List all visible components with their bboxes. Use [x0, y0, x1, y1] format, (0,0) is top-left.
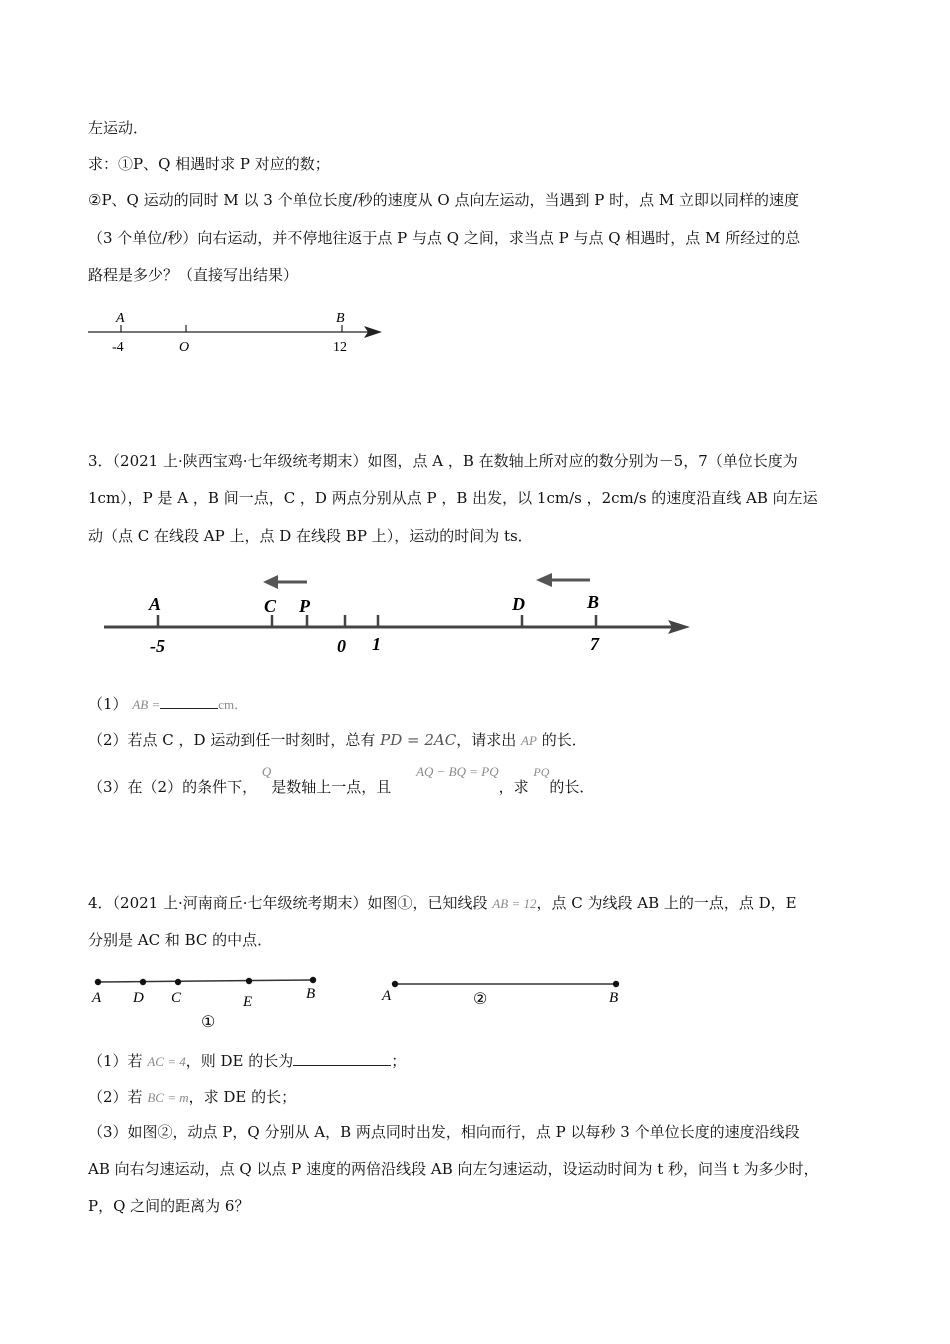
p3-q3-text-d: 的长． [549, 778, 595, 796]
p4-q1-text-a: （1）若 [88, 1052, 143, 1070]
p3-value-a: -5 [150, 636, 165, 656]
p3-value-b: 7 [590, 634, 599, 654]
p3-q3-text-c: ，求 [498, 778, 529, 796]
p3-value-one: 1 [372, 634, 381, 654]
p4-q1-ac: AC = 4 [147, 1054, 186, 1069]
p4-line-1-a: 4．（2021 上·河南商丘·七年级统考期末）如图①，已知线段 [88, 894, 488, 912]
p4-q2-bc: BC = m [147, 1090, 189, 1105]
p4-f1-label-a: A [92, 990, 102, 1006]
p3-q2-equation: PD = 2AC [380, 731, 457, 749]
p3-value-zero: 0 [337, 636, 346, 656]
p2-line-5: 路程是多少？（直接写出结果） [88, 266, 299, 284]
p4-f1-label-d: D [133, 990, 144, 1006]
p4-line-1-ab: AB = 12 [492, 896, 537, 911]
p3-q3-text-a: （3）在（2）的条件下， [88, 778, 258, 796]
p4-q1-text-d: ； [391, 1052, 407, 1070]
p4-line-1-c: ，点 C 为线段 AB 上的一点，点 D，E [536, 894, 797, 912]
p3-q2-ap: AP [521, 733, 537, 748]
p4-figure-1 [95, 977, 316, 985]
p4-question-3-line-3: P，Q 之间的距离为 6？ [88, 1197, 250, 1215]
p4-f2-caption: ② [473, 991, 488, 1008]
p4-question-3-line-2: AB 向右匀速运动，点 Q 以点 P 速度的两倍沿线段 AB 向左匀速运动，设运动时间为 t 秒，问当 t 为多少时， [88, 1160, 819, 1178]
p3-q2-text-a: （2）若点 C ，D 运动到任一时刻时，总有 [88, 731, 376, 749]
p2-label-a: A [116, 311, 125, 326]
p2-label-b: B [336, 311, 345, 326]
p3-label-a: A [149, 594, 162, 614]
p3-q1-ab: AB = [132, 697, 161, 712]
p2-label-o: O [179, 340, 190, 355]
p4-q1-blank[interactable] [293, 1051, 391, 1066]
p3-label-p: P [299, 596, 310, 616]
p2-line-1: 左运动． [88, 119, 149, 137]
p4-question-3-line-1: （3）如图②，动点 P，Q 分别从 A，B 两点同时出发，相向而行，点 P 以每秒 3 个单位长度的速度沿线段 [88, 1123, 800, 1141]
p4-q1-text-c: ，则 DE 的长为 [185, 1052, 294, 1070]
p3-q3-pq: PQ [533, 765, 550, 779]
p3-line-3: 动（点 C 在线段 AP 上，点 D 在线段 BP 上），运动的时间为 ts． [88, 527, 533, 545]
p2-line-4: （3 个单位/秒）向右运动，并不停地往返于点 P 与点 Q 之间，求当点 P 与点 Q 相遇时，点 M 所经过的总 [88, 229, 801, 247]
p4-line-2: 分别是 AC 和 BC 的中点． [88, 931, 273, 949]
p3-q3-equation: AQ − BQ = PQ [416, 764, 499, 779]
p4-q2-text-a: （2）若 [88, 1088, 143, 1106]
p2-value-a: -4 [112, 340, 124, 355]
p4-f1-label-e: E [243, 994, 253, 1010]
p4-f2-label-b: B [609, 990, 619, 1006]
p2-line-2: 求：①P、Q 相遇时求 P 对应的数； [88, 155, 330, 173]
p3-label-d: D [512, 594, 525, 614]
p3-label-b: B [587, 592, 600, 612]
p3-line-2: 1cm），P 是 A ，B 间一点，C ，D 两点分别从点 P ，B 出发，以 1cm/s ，2cm/s 的速度沿直线 AB 向左运 [88, 489, 818, 507]
p3-q3-q: Q [261, 764, 272, 779]
p4-f1-label-c: C [171, 990, 182, 1006]
p4-figure-2 [392, 981, 619, 987]
p4-question-2 [88, 1087, 296, 1108]
p3-q2-text-c: ，请求出 [456, 731, 517, 749]
p3-label-c: C [264, 596, 277, 616]
p4-question-1 [88, 1051, 406, 1072]
p3-line-1: 3．（2021 上·陕西宝鸡·七年级统考期末）如图，点 A ，B 在数轴上所对应的数分别为－5，7（单位长度为 [88, 452, 798, 470]
p3-q2-text-e: 的长． [541, 731, 587, 749]
p3-q1-unit: cm． [218, 697, 248, 712]
p4-f2-label-a: A [382, 988, 392, 1004]
p2-value-b: 12 [333, 340, 347, 355]
p4-f1-label-b: B [306, 986, 316, 1002]
p2-line-3: ②P、Q 运动的同时 M 以 3 个单位长度/秒的速度从 O 点向左运动，当遇到 P 时，点 M 立即以同样的速度 [88, 191, 799, 209]
p4-f1-caption: ① [201, 1014, 216, 1031]
p3-q3-text-b: 是数轴上一点，且 [271, 778, 392, 796]
p3-q1-number: （1） [88, 695, 128, 713]
p4-q2-text-c: ，求 DE 的长； [188, 1088, 297, 1106]
